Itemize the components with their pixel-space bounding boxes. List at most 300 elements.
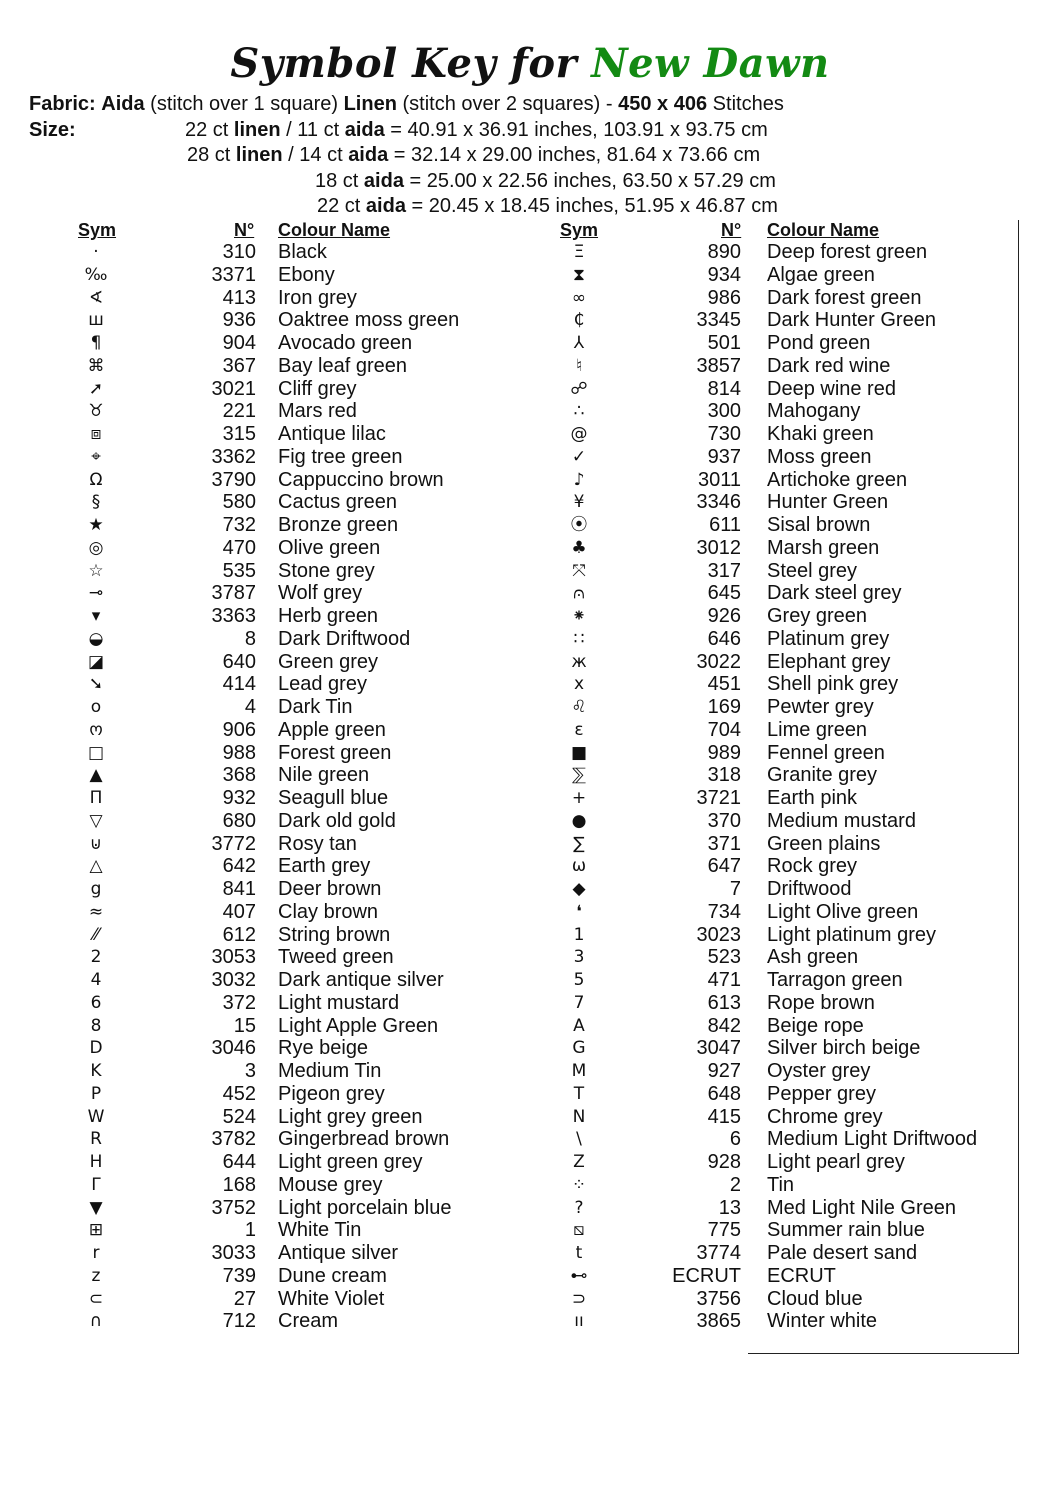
- colour-name: Avocado green: [278, 332, 413, 354]
- colour-name: Driftwood: [767, 878, 852, 900]
- thread-number: 3023: [696, 923, 741, 946]
- pattern-name: New Dawn: [591, 40, 830, 87]
- colour-name: Pigeon grey: [278, 1082, 385, 1105]
- colour-name: White Tin: [278, 1219, 362, 1242]
- thread-number: 3053: [211, 946, 256, 969]
- thread-number: 221: [222, 400, 256, 423]
- colour-name: Wolf grey: [278, 582, 363, 605]
- colour-name: Marsh green: [767, 536, 880, 559]
- symbol-glyph: @: [570, 424, 588, 444]
- colour-name: Med Light Nile Green: [767, 1196, 956, 1219]
- thread-number: 642: [222, 855, 256, 878]
- colour-name: Pale desert sand: [767, 1242, 918, 1264]
- thread-number: 3787: [211, 582, 256, 605]
- thread-number: 452: [222, 1082, 256, 1105]
- symbol-glyph: ⩀: [573, 583, 585, 604]
- symbol-glyph: 1: [573, 924, 585, 945]
- thread-number: 523: [707, 946, 741, 969]
- thread-number: 712: [222, 1310, 256, 1333]
- symbol-glyph: ⅄: [573, 333, 585, 353]
- colour-name: Deep wine red: [767, 377, 896, 400]
- symbol-glyph: o: [90, 697, 102, 717]
- symbol-glyph: ‰: [84, 264, 108, 285]
- colour-name: Fennel green: [767, 741, 885, 764]
- thread-number: 648: [707, 1082, 741, 1105]
- colour-name: Light Apple Green: [278, 1014, 439, 1037]
- thread-number: 3011: [697, 468, 741, 491]
- symbol-glyph: ₵: [573, 310, 585, 331]
- symbol-glyph: ⤧: [572, 560, 586, 581]
- thread-number: 27: [233, 1287, 256, 1310]
- colour-name: Algae green: [767, 263, 875, 286]
- thread-number: 524: [222, 1105, 256, 1128]
- symbol-glyph: ?: [574, 1197, 584, 1218]
- size-line: 22 ct aida = 20.45 x 18.45 inches, 51.95 x 46.87 cm: [317, 195, 778, 217]
- colour-name: Steel grey: [767, 559, 858, 582]
- thread-number: 169: [707, 696, 741, 718]
- colour-name: Cliff grey: [278, 377, 357, 400]
- thread-number: 580: [222, 491, 256, 514]
- thread-number: 168: [222, 1173, 256, 1196]
- symbol-glyph: ⦿: [570, 515, 588, 535]
- thread-number: 3363: [211, 605, 256, 627]
- symbol-glyph: ⊷: [570, 1265, 588, 1286]
- thread-number: 926: [707, 605, 741, 627]
- thread-number: 3047: [696, 1037, 741, 1060]
- symbol-glyph: ◒: [88, 628, 104, 649]
- colour-name: Cream: [278, 1310, 339, 1333]
- symbol-glyph: ♉: [88, 401, 104, 422]
- colour-name: Lime green: [767, 718, 868, 741]
- colour-name: Dark Hunter Green: [767, 309, 936, 332]
- bottom-border-line: [748, 1353, 1019, 1354]
- thread-number: 890: [707, 241, 741, 263]
- colour-name: Mouse grey: [278, 1173, 383, 1196]
- header-colour-name: Colour Name: [767, 220, 880, 240]
- symbol-glyph: \: [576, 1129, 582, 1150]
- colour-name: Light Olive green: [767, 900, 919, 923]
- symbol-glyph: ➘: [88, 674, 104, 695]
- symbol-glyph: ∩: [89, 1311, 103, 1332]
- thread-number: 612: [222, 923, 256, 946]
- colour-name: Rosy tan: [278, 832, 357, 855]
- symbol-glyph: z: [91, 1265, 101, 1286]
- symbol-glyph: T: [573, 1083, 585, 1104]
- colour-name: Dark red wine: [767, 354, 891, 377]
- colour-name: Rock grey: [767, 855, 858, 878]
- colour-name: Dune cream: [278, 1264, 387, 1287]
- symbol-glyph: H: [89, 1152, 103, 1172]
- colour-name: Light green grey: [278, 1151, 423, 1173]
- symbol-glyph: ≈: [88, 901, 104, 922]
- title-prefix: Symbol Key for: [230, 40, 578, 87]
- symbol-glyph: ⧈: [90, 424, 102, 444]
- thread-number: 3021: [211, 377, 256, 400]
- thread-number: 3772: [211, 832, 256, 855]
- symbol-glyph: ∢: [88, 287, 104, 308]
- thread-number: 3782: [211, 1128, 256, 1151]
- colour-name: Artichoke green: [767, 468, 908, 491]
- colour-name: Pepper grey: [767, 1082, 876, 1105]
- symbol-glyph: ⧗: [573, 264, 585, 285]
- thread-number: 8: [244, 627, 256, 650]
- thread-number: 932: [222, 787, 256, 809]
- thread-number: 3857: [696, 354, 741, 377]
- colour-name: Ebony: [278, 263, 335, 286]
- thread-number: 470: [222, 536, 256, 559]
- symbol-glyph: ➚: [88, 378, 104, 399]
- header-colour-name: Colour Name: [278, 220, 391, 240]
- header-sym: Sym: [78, 220, 117, 240]
- symbol-glyph: ☆: [88, 560, 104, 581]
- symbol-glyph: ✓: [571, 446, 587, 467]
- right-border-line: [1018, 220, 1019, 1354]
- thread-number: 4: [244, 696, 256, 718]
- symbol-glyph: G: [572, 1038, 586, 1059]
- thread-number: 841: [222, 878, 256, 900]
- thread-number: 936: [222, 309, 256, 332]
- symbol-glyph: N: [572, 1106, 586, 1127]
- thread-number: 730: [707, 423, 741, 445]
- thread-number: 934: [707, 263, 741, 286]
- colour-name: Forest green: [278, 741, 392, 764]
- thread-number: 370: [707, 809, 741, 832]
- symbol-glyph: ♌: [571, 697, 587, 717]
- thread-number: 904: [222, 332, 256, 354]
- thread-number: 3774: [696, 1242, 741, 1264]
- colour-name: Gingerbread brown: [278, 1128, 450, 1151]
- colour-name: Pewter grey: [767, 696, 874, 718]
- thread-number: 3865: [696, 1310, 741, 1333]
- colour-name: Platinum grey: [767, 627, 890, 650]
- symbol-glyph: ∴: [573, 401, 585, 422]
- thread-number: 986: [707, 286, 741, 309]
- colour-name: Mahogany: [767, 400, 861, 423]
- thread-number: 646: [707, 627, 741, 650]
- size-label: Size:: [29, 119, 76, 141]
- colour-name: Tarragon green: [767, 969, 903, 991]
- symbol-glyph: g: [90, 879, 102, 899]
- symbol-glyph: ⊃: [571, 1288, 587, 1309]
- thread-number: 372: [222, 991, 256, 1014]
- colour-name: Granite grey: [767, 764, 878, 787]
- symbol-glyph: ⅀: [572, 765, 586, 786]
- thread-number: 739: [222, 1264, 256, 1287]
- colour-name: Stone grey: [278, 559, 375, 582]
- symbol-glyph: ·: [93, 242, 99, 262]
- thread-number: 988: [222, 741, 256, 764]
- thread-number: 734: [707, 900, 741, 923]
- symbol-glyph: ш: [88, 310, 104, 331]
- symbol-glyph: ♮: [575, 355, 583, 376]
- colour-name: Cloud blue: [767, 1287, 863, 1310]
- symbol-glyph: Π: [89, 788, 103, 808]
- colour-name: Summer rain blue: [767, 1219, 925, 1242]
- colour-name: Rye beige: [278, 1037, 369, 1060]
- thread-number: 611: [709, 514, 741, 536]
- symbol-glyph: ⧅: [573, 1220, 585, 1241]
- symbol-glyph: ❛: [576, 901, 582, 922]
- symbol-glyph: ω: [571, 856, 587, 877]
- fabric-linen: Linen: [343, 93, 397, 115]
- colour-name: Shell pink grey: [767, 673, 899, 696]
- page-title: [0, 40, 1060, 87]
- symbol-glyph: ♣: [571, 537, 587, 558]
- colour-name: Medium Tin: [278, 1060, 382, 1082]
- colour-name: ECRUT: [767, 1264, 836, 1287]
- symbol-glyph: Ω: [89, 469, 103, 490]
- colour-name: Dark old gold: [278, 809, 396, 832]
- fabric-aida-note: (stitch over 1 square): [150, 93, 339, 115]
- colour-name: Seagull blue: [278, 787, 389, 809]
- colour-name: Oyster grey: [767, 1060, 871, 1082]
- header-sym: Sym: [560, 220, 599, 240]
- fabric-line: [29, 93, 784, 116]
- colour-name: Black: [278, 241, 327, 263]
- colour-name: Herb green: [278, 605, 379, 627]
- thread-number: 3: [244, 1060, 256, 1082]
- colour-name: Oaktree moss green: [278, 309, 460, 332]
- thread-number: 2: [729, 1173, 741, 1196]
- thread-number: 3012: [696, 536, 741, 559]
- symbol-glyph: ıı: [574, 1311, 584, 1332]
- thread-number: 15: [233, 1014, 256, 1037]
- colour-name: Dark steel grey: [767, 582, 902, 605]
- symbol-glyph: ⌖: [91, 446, 101, 467]
- colour-name: Dark Tin: [278, 696, 353, 718]
- stitch-word: Stitches: [712, 93, 784, 115]
- thread-number: 989: [707, 741, 741, 764]
- thread-number: 317: [707, 559, 741, 582]
- symbol-glyph: ⊸: [88, 583, 104, 604]
- thread-number: 927: [707, 1060, 741, 1082]
- symbol-glyph: t: [575, 1243, 583, 1263]
- symbol-glyph: ⊞: [88, 1220, 104, 1241]
- thread-number: 3756: [696, 1287, 741, 1310]
- colour-name: Cactus green: [278, 491, 397, 514]
- symbol-glyph: ▽: [89, 810, 103, 831]
- symbol-glyph: W: [87, 1106, 105, 1127]
- thread-number: 680: [222, 809, 256, 832]
- symbol-glyph: ⌘: [87, 355, 105, 376]
- colour-name: Medium Light Driftwood: [767, 1128, 978, 1151]
- colour-name: Light mustard: [278, 991, 400, 1014]
- colour-name: Hunter Green: [767, 491, 889, 514]
- symbol-glyph: ო: [89, 719, 103, 740]
- colour-name: Winter white: [767, 1310, 878, 1333]
- fabric-aida: Aida: [101, 93, 145, 115]
- symbol-glyph: ☍: [570, 378, 588, 399]
- thread-number: 300: [707, 400, 741, 423]
- colour-name: Nile green: [278, 764, 370, 787]
- symbol-glyph: A: [573, 1015, 585, 1036]
- thread-number: ECRUT: [672, 1264, 741, 1287]
- colour-name: Iron grey: [278, 286, 357, 309]
- thread-number: 1: [244, 1219, 256, 1242]
- symbol-glyph: D: [89, 1038, 103, 1059]
- symbol-glyph: ⊍: [89, 833, 103, 854]
- symbol-glyph: M: [571, 1061, 587, 1081]
- colour-name: Silver birch beige: [767, 1037, 921, 1060]
- colour-name: Clay brown: [278, 900, 379, 923]
- colour-name: Light pearl grey: [767, 1151, 905, 1173]
- symbol-glyph: ж: [571, 651, 587, 672]
- thread-number: 13: [718, 1196, 741, 1219]
- colour-name: Antique silver: [278, 1242, 399, 1264]
- symbol-glyph: +: [571, 788, 587, 808]
- symbol-glyph: ◎: [88, 537, 104, 558]
- header-num: N°: [721, 220, 742, 240]
- symbol-glyph: 8: [90, 1015, 102, 1036]
- stitch-dims: 450 x 406: [618, 93, 708, 115]
- colour-name: Bay leaf green: [278, 354, 407, 377]
- thread-number: 3033: [211, 1242, 256, 1264]
- colour-name: Earth pink: [767, 787, 858, 809]
- thread-number: 3022: [696, 650, 741, 673]
- colour-name: Chrome grey: [767, 1105, 883, 1128]
- colour-name: Beige rope: [767, 1014, 864, 1037]
- symbol-glyph: ∞: [571, 287, 587, 308]
- symbol-glyph: ⁕: [571, 606, 587, 626]
- thread-number: 368: [222, 764, 256, 787]
- thread-number: 413: [222, 286, 256, 309]
- colour-name: Lead grey: [278, 673, 367, 696]
- symbol-glyph: 3: [573, 947, 585, 968]
- symbol-glyph: □: [87, 742, 105, 763]
- thread-number: 367: [222, 354, 256, 377]
- symbol-glyph: Z: [573, 1152, 585, 1172]
- colour-name: Apple green: [278, 718, 386, 741]
- colour-name: Rope brown: [767, 991, 875, 1014]
- thread-number: 3345: [696, 309, 741, 332]
- symbol-glyph: §: [91, 492, 101, 513]
- colour-name: Green plains: [767, 832, 881, 855]
- symbol-glyph: ¶: [90, 333, 102, 353]
- symbol-glyph: 5: [573, 970, 585, 990]
- thread-number: 814: [707, 377, 741, 400]
- thread-number: 310: [222, 241, 256, 263]
- symbol-glyph: Ξ: [573, 242, 585, 262]
- symbol-glyph: ⁄⁄: [93, 924, 99, 945]
- colour-name: Sisal brown: [767, 514, 871, 536]
- thread-number: 647: [707, 855, 741, 878]
- fabric-linen-note: (stitch over 2 squares) -: [402, 93, 613, 115]
- colour-name: Olive green: [278, 536, 381, 559]
- colour-name: Dark forest green: [767, 286, 922, 309]
- symbol-glyph: ▾: [91, 606, 101, 626]
- symbol-glyph: R: [90, 1129, 102, 1150]
- thread-number: 640: [222, 650, 256, 673]
- fabric-label: Fabric:: [29, 93, 96, 115]
- thread-number: 471: [707, 969, 741, 991]
- symbol-glyph: ★: [88, 515, 104, 535]
- thread-number: 3032: [211, 969, 256, 991]
- thread-number: 501: [707, 332, 741, 354]
- thread-number: 371: [707, 832, 741, 855]
- colour-name: Medium mustard: [767, 809, 916, 832]
- symbol-glyph: ε: [574, 719, 584, 740]
- colour-name: Tweed green: [278, 946, 394, 969]
- symbol-glyph: ⊂: [88, 1288, 104, 1309]
- thread-number: 315: [222, 423, 256, 445]
- colour-name: Light porcelain blue: [278, 1196, 452, 1219]
- symbol-glyph: ▲: [89, 765, 103, 786]
- symbol-glyph: Γ: [91, 1174, 101, 1195]
- colour-name: Antique lilac: [278, 423, 386, 445]
- size-line: 22 ct linen / 11 ct aida = 40.91 x 36.91 inches, 103.91 x 93.75 cm: [185, 119, 768, 141]
- colour-name: Moss green: [767, 445, 872, 468]
- thread-number: 928: [707, 1151, 741, 1173]
- thread-number: 7: [729, 878, 741, 900]
- symbol-glyph: △: [89, 856, 103, 877]
- symbol-glyph: ◪: [87, 651, 105, 672]
- thread-number: 613: [707, 991, 741, 1014]
- thread-number: 645: [707, 582, 741, 605]
- thread-number: 318: [707, 764, 741, 787]
- thread-number: 3362: [211, 445, 256, 468]
- symbol-glyph: ♪: [573, 469, 585, 490]
- thread-number: 451: [707, 673, 741, 696]
- colour-name: Light platinum grey: [767, 923, 936, 946]
- thread-number: 3752: [211, 1196, 256, 1219]
- thread-number: 3046: [211, 1037, 256, 1060]
- colour-name: Ash green: [767, 946, 859, 969]
- colour-name: Fig tree green: [278, 445, 403, 468]
- symbol-glyph: ◆: [572, 879, 586, 899]
- symbol-glyph: K: [90, 1061, 102, 1081]
- symbol-glyph: ⁘: [571, 1174, 587, 1195]
- thread-number: 937: [707, 445, 741, 468]
- symbol-glyph: ■: [570, 742, 588, 763]
- thread-number: 906: [222, 718, 256, 741]
- thread-number: 407: [222, 900, 256, 923]
- thread-number: 732: [222, 514, 256, 536]
- size-line: 18 ct aida = 25.00 x 22.56 inches, 63.50 x 57.29 cm: [315, 170, 776, 192]
- thread-number: 3790: [211, 468, 256, 491]
- thread-number: 414: [222, 673, 256, 696]
- colour-name: Deep forest green: [767, 241, 928, 263]
- symbol-glyph: 7: [573, 992, 585, 1013]
- colour-name: White Violet: [278, 1287, 385, 1310]
- symbol-glyph: ●: [571, 810, 587, 831]
- symbol-glyph: ¥: [573, 492, 585, 513]
- colour-name: Pond green: [767, 332, 871, 354]
- symbol-glyph: ∑: [573, 833, 585, 854]
- thread-number: 644: [222, 1151, 256, 1173]
- colour-name: Tin: [767, 1173, 795, 1196]
- symbol-glyph: ▼: [89, 1197, 103, 1218]
- colour-name: Grey green: [767, 605, 868, 627]
- colour-name: Khaki green: [767, 423, 874, 445]
- thread-number: 6: [729, 1128, 741, 1151]
- colour-name: Bronze green: [278, 514, 399, 536]
- symbol-glyph: r: [92, 1243, 100, 1263]
- size-line: 28 ct linen / 14 ct aida = 32.14 x 29.00 inches, 81.64 x 73.66 cm: [187, 144, 761, 166]
- colour-name: Deer brown: [278, 878, 382, 900]
- colour-name: Light grey green: [278, 1105, 423, 1128]
- thread-number: 415: [707, 1105, 741, 1128]
- thread-number: 842: [707, 1014, 741, 1037]
- thread-number: 535: [222, 559, 256, 582]
- header-num: N°: [234, 220, 255, 240]
- thread-number: 704: [707, 718, 741, 741]
- thread-number: 3371: [211, 263, 256, 286]
- thread-number: 3721: [696, 787, 741, 809]
- colour-name: Green grey: [278, 650, 379, 673]
- colour-name: Cappuccino brown: [278, 468, 444, 491]
- thread-number: 3346: [696, 491, 741, 514]
- colour-name: Earth grey: [278, 855, 371, 878]
